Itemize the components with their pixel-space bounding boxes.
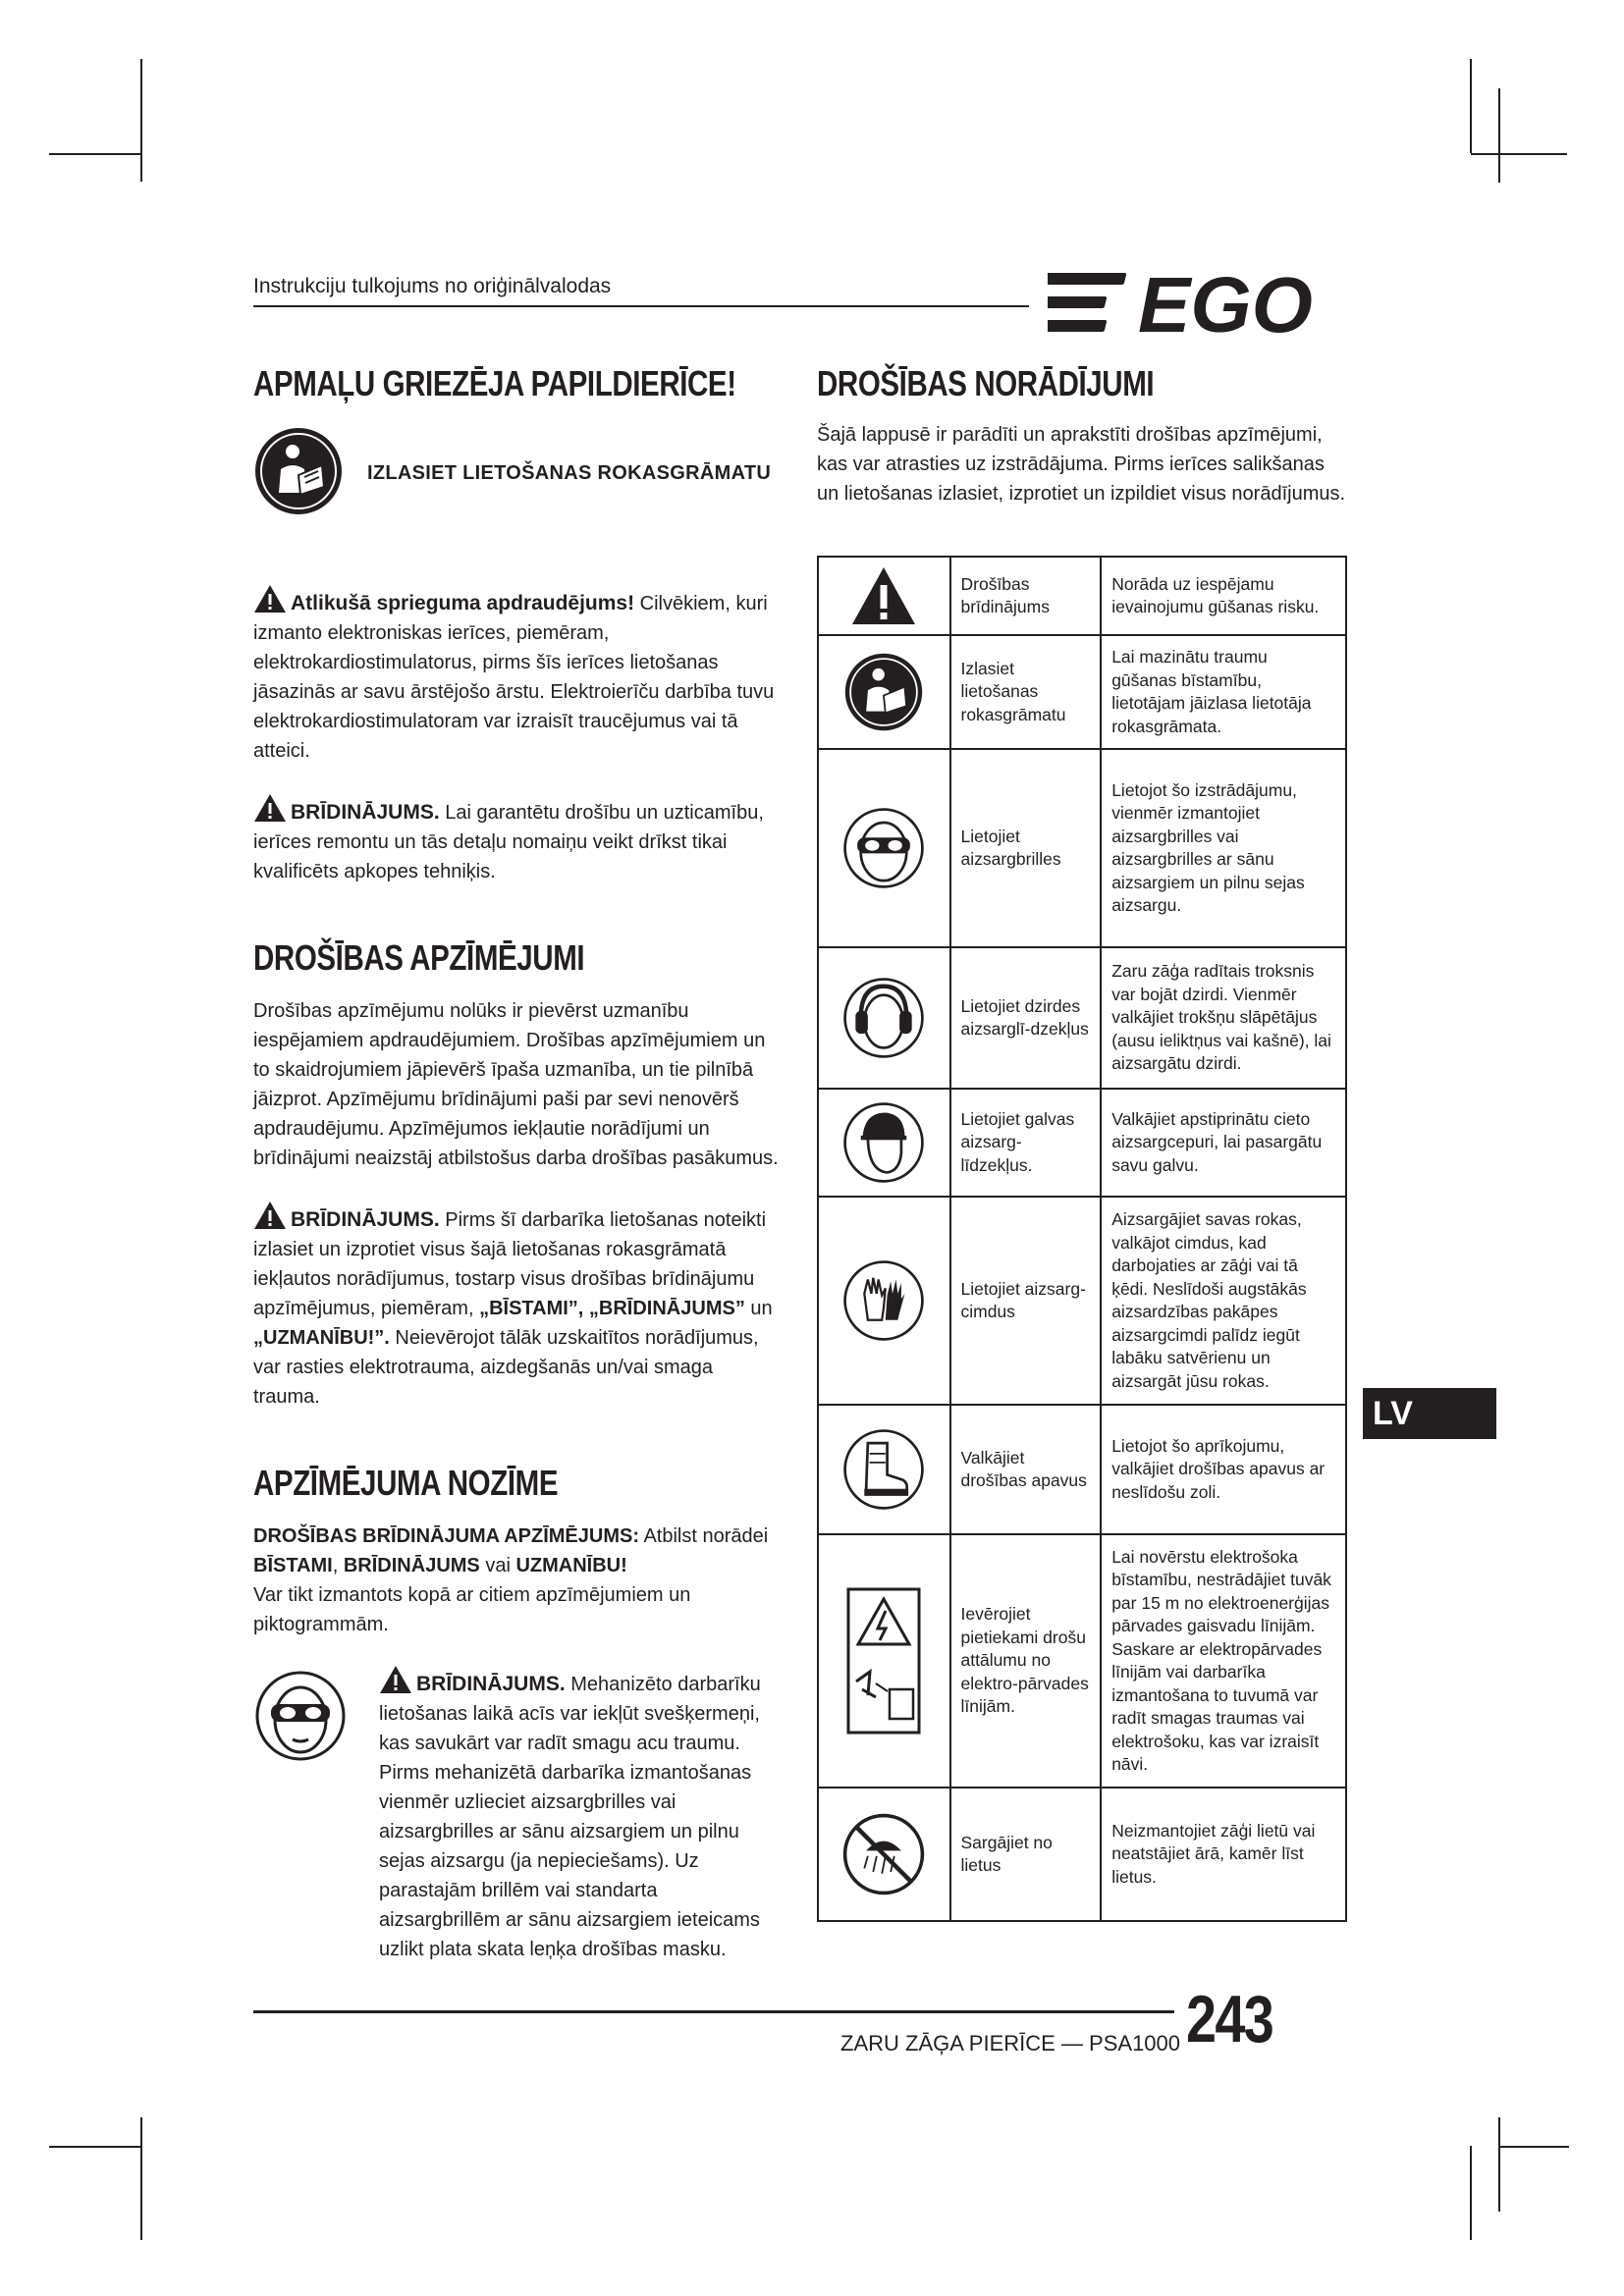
crop-mark [1471, 153, 1567, 155]
warning-repair-paragraph [253, 793, 784, 886]
safety-boots-icon [818, 1405, 950, 1534]
header-text: Instrukciju tulkojums no oriģinālvalodas [253, 275, 612, 297]
crop-mark [1498, 2117, 1500, 2212]
section-title-symbols: DROŠĪBAS APZĪMĒJUMI [253, 937, 585, 978]
footer-product-name: ZARU ZĀĢA PIERĪCE — PSA1000 [840, 2031, 1181, 2056]
page-number: 243 [1186, 1982, 1273, 2056]
crop-mark [1470, 59, 1472, 153]
power-lines-icon [818, 1534, 950, 1788]
safety-symbols-table [817, 556, 1347, 1922]
meaning-paragraph: DROŠĪBAS BRĪDINĀJUMA APZĪMĒJUMS: Atbilst norādei BĪSTAMI, BRĪDINĀJUMS vai UZMANĪBU! Var tikt izmantots kopā ar citiem apzīmējumiem un piktogrammām. [253, 1525, 769, 1635]
read-manual-label: IZLASIET LIETOŠANAS ROKASGRĀMATU [367, 462, 772, 484]
symbols-paragraph: Drošības apzīmējumu nolūks ir pievērst uzmanību iespējamiem apdraudējumiem. Drošības apzīmējumiem un to skaidrojumiem jāpievērš īpaša uzmanība, un tie pilnībā jāizprot. Apzīmējumu brīdinājumi paši par sevi nenovērš apdraudējumu. Apzīmējumos iekļautie norādījumi un brīdinājumi neaizstāj atbilstošus darba drošības pasākumus. [253, 1000, 779, 1169]
warning-triangle-icon [253, 584, 287, 614]
residual-voltage-paragraph [253, 584, 784, 766]
warning-triangle-icon [818, 557, 950, 635]
gloves-icon [818, 1197, 950, 1405]
head-protection-icon [818, 1089, 950, 1197]
read-manual-icon [253, 426, 344, 521]
language-tab: LV [1363, 1388, 1496, 1439]
residual-bold: Atlikušā sprieguma apdraudējums! [291, 592, 635, 614]
warning-triangle-icon [253, 793, 287, 823]
table-row: Izlasiet lietošanas rokasgrāmatu Lai mazinātu traumu gūšanas bīstamību, lietotājam jāizlasa lietotāja rokasgrāmata. [818, 635, 1346, 749]
table-row: Lietojiet dzirdes aizsarglī-dzekļus Zaru zāģa radītais troksnis var bojāt dzirdi. Vienmēr valkājiet trokšņu slāpētājus (ausu ieliktņus vai kašnē), lai aizsargātu dzirdi. [818, 947, 1346, 1089]
warning-triangle-icon [379, 1665, 412, 1694]
safety-glasses-icon [253, 1665, 379, 1964]
ego-logo [1048, 267, 1344, 340]
read-manual-row [253, 426, 784, 521]
footer-rule [253, 2010, 1174, 2013]
table-row: Lietojiet aizsargbrilles Lietojot šo izstrādājumu, vienmēr izmantojiet aizsargbrilles vai aizsargbrilles ar sānu aizsargiem un pilnu sejas aizsargu. [818, 749, 1346, 947]
section-title-instructions: DROŠĪBAS NORĀDĪJUMI [817, 363, 1155, 403]
ear-protection-icon [818, 947, 950, 1089]
no-rain-icon [818, 1788, 950, 1921]
right-column [817, 363, 1347, 508]
table-row: Sargājiet no lietus Neizmantojiet zāģi lietū vai neatstājiet ārā, kamēr līst lietus. [818, 1788, 1346, 1921]
read-manual-icon [818, 635, 950, 749]
logo-text: EGO [1138, 267, 1313, 340]
crop-mark [1498, 88, 1500, 183]
warning-triangle-icon [253, 1201, 287, 1230]
crop-mark [49, 153, 141, 155]
table-row: Valkājiet drošības apavus Lietojot šo aprīkojumu, valkājiet drošības apavus ar neslīdošu zoli. [818, 1405, 1346, 1534]
warning-read-paragraph: BRĪDINĀJUMS. Pirms šī darbarīka lietošanas noteikti izlasiet un izprotiet visus šajā lietošanas rokasgrāmatā iekļautos norādījumus, tostarp visus drošības brīdinājumu apzīmējumus, piemēram, „BĪSTAMI”, „BRĪDINĀJUMS” un „UZMANĪBU!”. Neievērojot tālāk uzskaitītos norādījumus, var rasties elektrotrauma, aizdegšanās un/vai smaga trauma. [253, 1201, 784, 1412]
section-title-meaning: APZĪMĒJUMA NOZĪME [253, 1463, 559, 1503]
table-row: Drošības brīdinājums Norāda uz iespējamu ievainojumu gūšanas risku. [818, 557, 1346, 635]
warning-repair-text: Lai garantētu drošību un uzticamību, ierīces remontu un tās detaļu nomaiņu veikt drīkst tikai kvalificēts apkopes tehniķis. [253, 802, 764, 882]
instructions-intro: Šajā lappusē ir parādīti un aprakstīti drošības apzīmējumi, kas var atrasties uz izstrādājuma. Pirms ierīces salikšanas un lietošanas izlasiet, izprotiet un izpildiet visus norādījumus. [817, 424, 1346, 505]
header-rule [253, 305, 1029, 307]
safety-glasses-icon [818, 749, 950, 947]
warning-repair-bold: BRĪDINĀJUMS. [291, 801, 440, 824]
table-row: Lietojiet galvas aizsarg-līdzekļus. Valkājiet apstiprinātu cieto aizsargcepuri, lai pasargātu savu galvu. [818, 1089, 1346, 1197]
crop-mark [1470, 2146, 1472, 2240]
table-row: Ievērojiet pietiekami drošu attālumu no elektro-pārvades līnijām. Lai novērstu elektrošoka bīstamību, nestrādājiet tuvāk par 15 m no elektroenerģijas pārvades gaisvadu līnijām. Saskare ar elektropārvades līnijām vai darbarīka izmantošana to tuvumā var radīt smagas traumas vai elektrošoku, kas var izraisīt nāvi. [818, 1534, 1346, 1788]
crop-mark [140, 59, 142, 182]
left-column [253, 363, 784, 1964]
eye-warning-block: BRĪDINĀJUMS. Mehanizēto darbarīku lietošanas laikā acīs var iekļūt svešķermeņi, kas savukārt var radīt smagu acu traumu. Pirms mehanizētā darbarīka izmantošanas vienmēr uzlieciet aizsargbrilles vai aizsargbrilles ar sānu aizsargiem un pilnu sejas aizsargu (ja nepieciešams). Uz parastajām brillēm vai standarta aizsargbrillēm ar sānu aizsargiem ieteicams uzlikt plata skata leņķa drošības masku. [253, 1665, 784, 1964]
section-title-attachment: APMAĻU GRIEZĒJA PAPILDIERĪCE! [253, 363, 736, 403]
crop-mark [49, 2146, 141, 2148]
crop-mark [1498, 2146, 1569, 2148]
residual-text: Cilvēkiem, kuri izmanto elektroniskas ierīces, piemēram, elektrokardiostimulatorus, pirms šīs ierīces lietošanas jāsazinās ar savu ārstējošo ārstu. Elektroierīču darbība tuvu elektrokardiostimulatoram var izraisīt traucējumus vai tā atteici. [253, 593, 775, 762]
table-row: Lietojiet aizsarg-cimdus Aizsargājiet savas rokas, valkājot cimdus, kad darbojaties ar zāģi vai tā ķēdi. Neslīdoši augstākās aizsardzības pakāpes aizsargcimdi palīdz iegūt labāku satvērienu un aizsargāt jūsu rokas. [818, 1197, 1346, 1405]
crop-mark [140, 2117, 142, 2240]
